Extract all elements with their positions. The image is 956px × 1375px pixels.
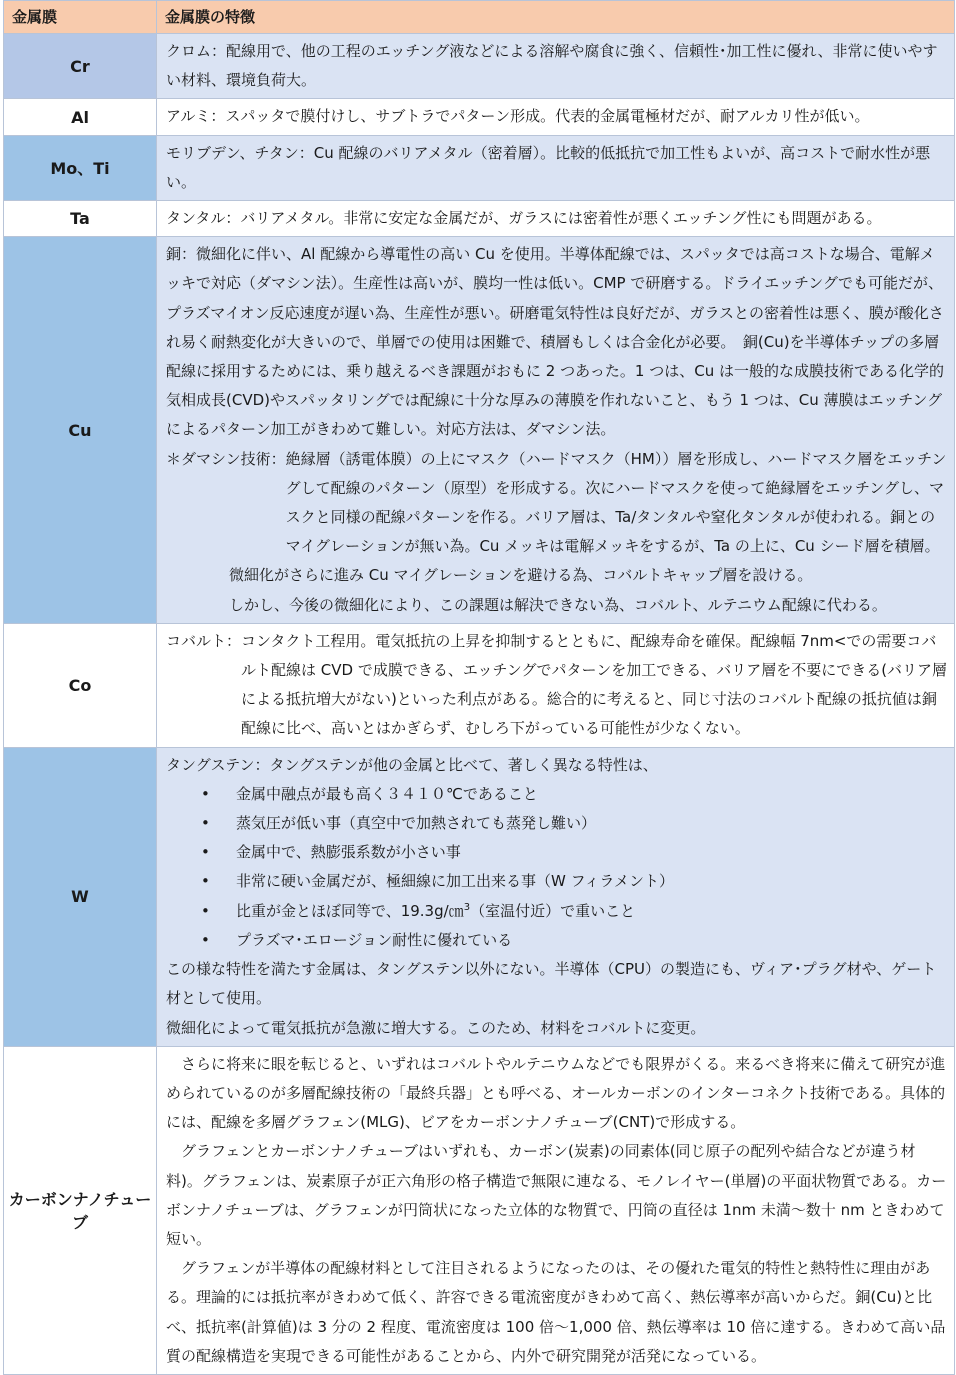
header-features: 金属膜の特徴 xyxy=(157,1,955,34)
list-item xyxy=(166,897,948,926)
metal-desc-cr: クロム：配線用で、他の工程のエッチング液などによる溶解や腐食に強く、信頼性･加工性に優れ、非常に使いやすい材料、環境負荷大。 xyxy=(157,34,955,99)
table-row xyxy=(4,623,955,747)
density-exponent: 3 xyxy=(463,901,471,913)
table-row xyxy=(4,135,955,200)
list-item: • 金属中融点が最も高く３４１０℃であること xyxy=(166,780,948,809)
w-outro-2: 微細化によって電気抵抗が急激に増大する。このため、材料をコバルトに変更。 xyxy=(166,1018,706,1037)
list-item: • 蒸気圧が低い事（真空中で加熱されても蒸発し難い） xyxy=(166,809,948,838)
metal-name-w: W xyxy=(4,747,157,1046)
metal-desc-moti: モリブデン、チタン：Cu 配線のバリアメタル（密着層）。比較的低抵抗で加工性もよいが、高コストで耐水性が悪い。 xyxy=(157,135,955,200)
cu-cobalt-cap-line: 微細化がさらに進み Cu マイグレーションを避ける為、コバルトキャップ層を設ける。 xyxy=(229,566,813,585)
w-outro-1: この様な特性を満たす金属は、タングステン以外にない。半導体（CPU）の製造にも、ヴィア･プラグ材や、ゲート材として使用。 xyxy=(166,960,937,1008)
co-text: コンタクト工程用。電気抵抗の上昇を抑制するとともに、配線寿命を確保。配線幅 7nm<での需要コバルト配線は CVD で成膜できる、エッチングでパターンを加工できる、バリア層を不要にできる(バリア層による抵抗増大がない)といった利点がある。総合的に考えると、同じ寸法のコバルト配線の抵抗値は銅配線に比べ、高いとはかぎらず、むしろ下がっている可能性が少なくない。 xyxy=(241,631,948,738)
table-header-row xyxy=(4,1,955,34)
density-text-end: （室温付近）で重いこと xyxy=(470,901,636,920)
damascene-block xyxy=(166,445,948,562)
cnt-paragraph-2: グラフェンとカーボンナノチューブはいずれも、カーボン(炭素)の同素体(同じ原子の配列や結合などが違う材料)。グラフェンは、炭素原子が正六角形の格子構造で無限に連なる、モノレイヤー(単層)の平面状物質である。カーボンナノチューブは、グラフェンが円筒状になった立体的な物質で、円筒の直径は 1nm 未満～数十 nm ときわめて短い。 xyxy=(166,1142,947,1248)
w-intro: タングステン：タングステンが他の金属と比べて、著しく異なる特性は、 xyxy=(166,755,658,774)
metal-film-table xyxy=(3,0,955,1375)
list-item: • 金属中で、熱膨張系数が小さい事 xyxy=(166,838,948,867)
metal-name-cr: Cr xyxy=(4,34,157,99)
table-row xyxy=(4,99,955,135)
cu-paragraph: 銅：微細化に伴い、Al 配線から導電性の高い Cu を使用。半導体配線では、スパッタでは高コストな場合、電解メッキで対応（ダマシン法）。生産性は高いが、膜均一性は低い。CMP で研磨する。ドライエッチングでも可能だが、プラズマイオン反応速度が遅い為、生産性が悪い。研磨電気特性は良好だが、ガラスとの密着性は悪く、膜が酸化され易く耐熱変化が大きいので、単層での使用は困難で、積層もしくは合金化が必要。 銅(Cu)を半導体チップの多層配線に採用するためには、乗り越えるべき課題がおもに 2 つあった。1 つは、Cu は一般的な成膜技術である化学的気相成長(CVD)やスパッタリングでは配線に十分な厚みの薄膜を作れないこと、もう 1 つは、Cu 薄膜はエッチングによるパターン加工がきわめて難しい。対応方法は、ダマシン法。 xyxy=(166,245,944,439)
metal-name-cu: Cu xyxy=(4,237,157,624)
w-properties-list xyxy=(166,780,948,955)
metal-name-moti: Mo、Ti xyxy=(4,135,157,200)
metal-name-ta: Ta xyxy=(4,201,157,237)
metal-desc-cu xyxy=(157,237,955,624)
table-row xyxy=(4,34,955,99)
header-metal-film: 金属膜 xyxy=(4,1,157,34)
damascene-label: ＊ダマシン技術： xyxy=(166,449,286,468)
metal-desc-ta: タンタル：バリアメタル。非常に安定な金属だが、ガラスには密着性が悪くエッチング性にも問題がある。 xyxy=(157,201,955,237)
list-item: • プラズマ･エロージョン耐性に優れている xyxy=(166,926,948,955)
metal-desc-cnt xyxy=(157,1046,955,1374)
metal-desc-al: アルミ：スパッタで膜付けし、サブトラでパターン形成。代表的金属電極材だが、耐アルカリ性が低い。 xyxy=(157,99,955,135)
cu-future-line: しかし、今後の微細化により、この課題は解決できない為、コバルト、ルテニウム配線に代わる。 xyxy=(229,595,887,614)
metal-name-al: Al xyxy=(4,99,157,135)
table-row xyxy=(4,1046,955,1374)
co-block xyxy=(166,627,948,744)
table-row xyxy=(4,747,955,1046)
metal-name-co: Co xyxy=(4,623,157,747)
metal-desc-co xyxy=(157,623,955,747)
density-text: 比重が金とほぼ同等で、19.3g/㎝ xyxy=(236,901,464,920)
damascene-text: 絶縁層（誘電体膜）の上にマスク（ハードマスク（HM））層を形成し、ハードマスク層をエッチングして配線のパターン（原型）を形成する。次にハードマスクを使って絶縁層をエッチングし、マスクと同様の配線パターンを作る。バリア層は、Ta/タンタルや窒化タンタルが使われる。銅とのマイグレーションが無い為。Cu メッキは電解メッキをするが、Ta の上に、Cu シード層を積層。 xyxy=(285,449,947,556)
cnt-paragraph-3: グラフェンが半導体の配線材料として注目されるようになったのは、その優れた電気的特性と熱特性に理由がある。理論的には抵抗率がきわめて低く、許容できる電流密度がきわめて高く、熱伝導率が高いからだ。銅(Cu)と比べ、抵抗率(計算値)は 3 分の 2 程度、電流密度は 100 倍～1,000 倍、熱伝導率は 10 倍に達する。きわめて高い品質の配線構造を実現できる可能性があることから、内外で研究開発が活発になっている。 xyxy=(166,1259,946,1365)
table-row xyxy=(4,201,955,237)
co-label: コバルト： xyxy=(166,631,242,650)
cnt-paragraph-1: さらに将来に眼を転じると、いずれはコバルトやルテニウムなどでも限界がくる。来るべき将来に備えて研究が進められているのが多層配線技術の「最終兵器」とも呼べる、オールカーボンのインターコネクト技術である。具体的には、配線を多層グラフェン(MLG)、ビアをカーボンナノチューブ(CNT)で形成する。 xyxy=(166,1054,946,1132)
metal-desc-w xyxy=(157,747,955,1046)
metal-name-cnt: カーボンナノチューブ xyxy=(4,1046,157,1374)
table-row xyxy=(4,237,955,624)
list-item: • 非常に硬い金属だが、極細線に加工出来る事（W フィラメント） xyxy=(166,867,948,896)
